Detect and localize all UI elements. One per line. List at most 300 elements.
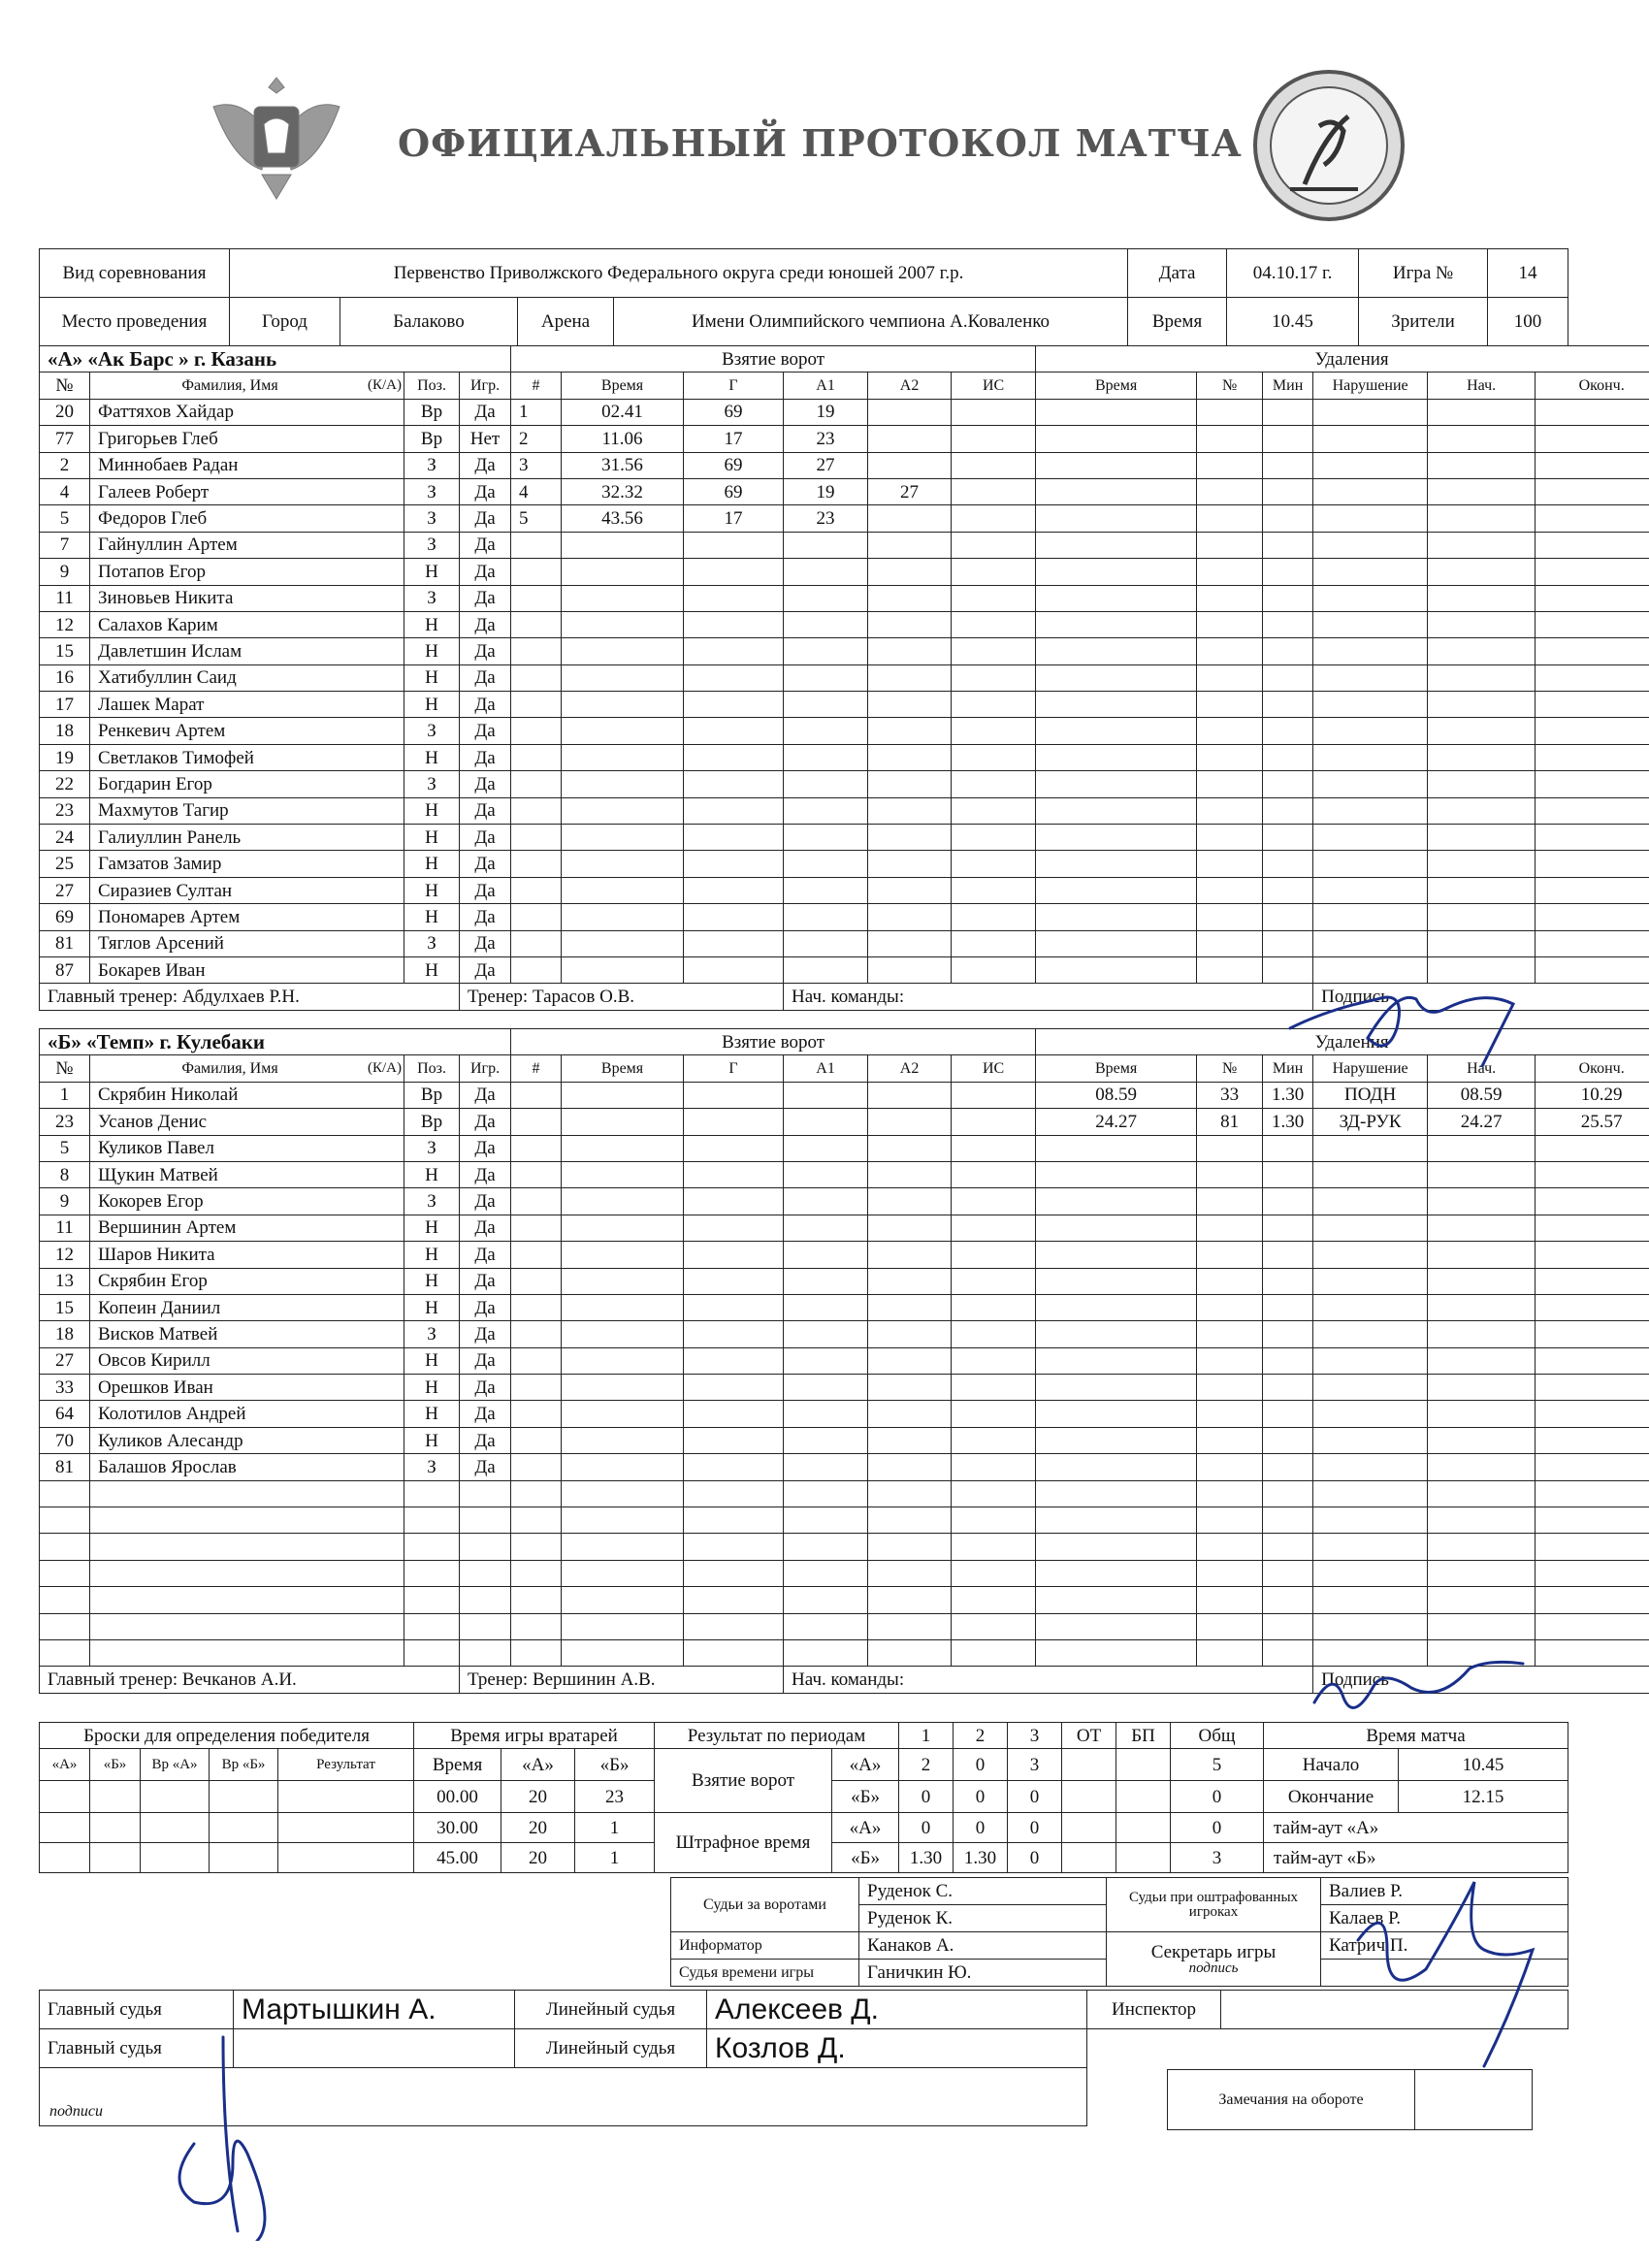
player-name: Висков Матвей (90, 1321, 404, 1347)
table-row (40, 1294, 1649, 1320)
player-name: Кокорев Егор (90, 1188, 404, 1215)
pim-a-p3: 0 (1008, 1813, 1062, 1843)
table-row (40, 825, 1649, 851)
player-name: Пономарев Артем (90, 904, 404, 930)
goal-number (511, 1109, 562, 1135)
number-header-label: № (55, 375, 74, 397)
player-number: 20 (40, 399, 90, 425)
player-number: 18 (40, 718, 90, 744)
player-number: 24 (40, 825, 90, 851)
penalty-time (1036, 1215, 1197, 1241)
penalty-number (1197, 825, 1263, 851)
goal-is (952, 1268, 1036, 1294)
player-name: Шаров Никита (90, 1242, 404, 1268)
penalty-number (1197, 1215, 1263, 1241)
goal-assist2 (868, 692, 952, 718)
penalty-violation (1313, 585, 1428, 611)
goal-assist2 (868, 452, 952, 478)
player-number: 12 (40, 1242, 90, 1268)
goal-assist2 (868, 797, 952, 824)
player-played (460, 1534, 511, 1560)
goal-time (562, 1161, 684, 1187)
table-row (40, 638, 1649, 664)
penalty-number (1197, 930, 1263, 956)
player-played: Да (460, 797, 511, 824)
player-name: Бокарев Иван (90, 956, 404, 983)
penalty-min: 1.30 (1263, 1109, 1313, 1135)
player-position (404, 1587, 460, 1613)
player-number: 87 (40, 956, 90, 983)
penalty-time (1036, 559, 1197, 585)
player-position: Н (404, 1268, 460, 1294)
goal-number (511, 611, 562, 637)
goal-is (952, 1161, 1036, 1187)
penalty-violation (1313, 1534, 1428, 1560)
penalty-min (1263, 797, 1313, 824)
player-number: 9 (40, 559, 90, 585)
player-position: З (404, 505, 460, 532)
goal-is (952, 1188, 1036, 1215)
goal-scorer: 69 (684, 452, 784, 478)
goal-is (952, 930, 1036, 956)
penalty-min (1263, 585, 1313, 611)
penalty-number (1197, 1135, 1263, 1161)
timeout-a-label: тайм-аут «А» (1264, 1813, 1568, 1843)
pos-header: Поз. (404, 1055, 460, 1082)
player-played: Да (460, 904, 511, 930)
player-played: Да (460, 1268, 511, 1294)
player-name (90, 1560, 404, 1586)
goal-number (511, 1639, 562, 1666)
goal-is (952, 559, 1036, 585)
penalty-time (1036, 1294, 1197, 1320)
goal-assist1 (784, 771, 868, 797)
table-row (40, 797, 1649, 824)
goal-number-header: # (511, 1055, 562, 1082)
penalty-time (1036, 877, 1197, 903)
goal-scorer (684, 1401, 784, 1427)
goal-number (511, 744, 562, 770)
penalty-start (1428, 771, 1536, 797)
goal-number (511, 797, 562, 824)
goal-is (952, 452, 1036, 478)
penalty-time (1036, 1427, 1197, 1453)
player-number: 1 (40, 1082, 90, 1108)
penalty-violation: ПОДН (1313, 1082, 1428, 1108)
table-row (40, 399, 1649, 425)
goal-assist1 (784, 1188, 868, 1215)
table-row (40, 478, 1649, 504)
goal-number (511, 692, 562, 718)
goal-time (562, 692, 684, 718)
player-position: З (404, 771, 460, 797)
name-header (90, 373, 404, 399)
penalty-violation (1313, 1347, 1428, 1374)
shootout-title: Броски для определения победителя (40, 1723, 414, 1749)
player-played: Да (460, 956, 511, 983)
penalty-number (1197, 1268, 1263, 1294)
penalty-start-header: Нач. (1428, 1055, 1536, 1082)
penalty-min (1263, 1427, 1313, 1453)
goal-assist2 (868, 532, 952, 558)
shootout-col-gkb: Вр «Б» (210, 1749, 278, 1781)
goal-assist1: 23 (784, 505, 868, 532)
pim-b-bp (1116, 1843, 1171, 1873)
goals-team-a: «А» (832, 1749, 899, 1781)
goal-scorer (684, 532, 784, 558)
arena-value: Имени Олимпийского чемпиона А.Коваленко (614, 298, 1128, 346)
team-b-table (39, 1028, 1649, 1694)
player-number: 23 (40, 1109, 90, 1135)
penalty-end: 25.57 (1536, 1109, 1649, 1135)
goal-time (562, 1560, 684, 1586)
goal-is (952, 664, 1036, 691)
goal-assist1 (784, 1082, 868, 1108)
player-position: Вр (404, 399, 460, 425)
goal-assist2 (868, 585, 952, 611)
player-played: Да (460, 1427, 511, 1453)
penalty-time (1036, 478, 1197, 504)
head-coach: Главный тренер: Абдулхаев Р.Н. (40, 984, 460, 1010)
player-name: Лашек Марат (90, 692, 404, 718)
penalty-number (1197, 505, 1263, 532)
penalty-start (1428, 1347, 1536, 1374)
penalty-min (1263, 532, 1313, 558)
player-played: Да (460, 1347, 511, 1374)
penalty-judge-name: Валиев Р. (1321, 1878, 1568, 1905)
violation-header: Нарушение (1313, 1055, 1428, 1082)
goal-time (562, 744, 684, 770)
goals-section-title: Взятие ворот (511, 346, 1036, 373)
table-row (40, 1454, 1649, 1480)
goals-a-total: 5 (1171, 1749, 1264, 1781)
penalty-time (1036, 1639, 1197, 1666)
goal-number: 4 (511, 478, 562, 504)
goal-number (511, 1161, 562, 1187)
penalty-number (1197, 1375, 1263, 1401)
player-position (404, 1507, 460, 1534)
document-title: ОФИЦИАЛЬНЫЙ ПРОТОКОЛ МАТЧА (398, 121, 1243, 165)
penalty-end (1536, 877, 1649, 903)
goal-scorer-header: Г (684, 1055, 784, 1082)
goalie-time-title: Время игры вратарей (414, 1723, 655, 1749)
goal-assist1 (784, 1109, 868, 1135)
goal-scorer (684, 956, 784, 983)
player-played: Нет (460, 426, 511, 452)
penalty-violation (1313, 1507, 1428, 1534)
player-name: Орешков Иван (90, 1375, 404, 1401)
penalty-time (1036, 718, 1197, 744)
player-played: Да (460, 478, 511, 504)
played-header: Игр. (460, 1055, 511, 1082)
penalty-time (1036, 1321, 1197, 1347)
goal-assist2 (868, 1242, 952, 1268)
player-position: З (404, 1188, 460, 1215)
table-row (40, 1534, 1649, 1560)
goal-scorer (684, 1560, 784, 1586)
is-header: ИС (952, 1055, 1036, 1082)
eagle-emblem-icon (204, 68, 349, 209)
penalty-start (1428, 1507, 1536, 1534)
pim-a-bp (1116, 1813, 1171, 1843)
penalty-min (1263, 1534, 1313, 1560)
city-label: Город (230, 298, 340, 346)
player-position (404, 1534, 460, 1560)
goal-assist2 (868, 1401, 952, 1427)
table-row (40, 1161, 1649, 1187)
goal-is (952, 1427, 1036, 1453)
goal-assist2 (868, 664, 952, 691)
goal-assist2 (868, 718, 952, 744)
goal-assist1 (784, 1268, 868, 1294)
penalty-number (1197, 664, 1263, 691)
goal-assist1 (784, 930, 868, 956)
goal-assist2 (868, 1347, 952, 1374)
signature-secretary-icon (1348, 1863, 1542, 2076)
secretary-cell (1107, 1932, 1321, 1987)
goal-assist1: 19 (784, 399, 868, 425)
goal-time (562, 1268, 684, 1294)
table-row (40, 1507, 1649, 1534)
goal-assist2 (868, 1188, 952, 1215)
goals-a-p1: 2 (899, 1749, 954, 1781)
goal-number (511, 1242, 562, 1268)
penalty-number-header: № (1197, 1055, 1263, 1082)
player-position: Н (404, 1242, 460, 1268)
penalty-time (1036, 1268, 1197, 1294)
penalty-start: 24.27 (1428, 1109, 1536, 1135)
penalty-end (1536, 611, 1649, 637)
penalty-end (1536, 1135, 1649, 1161)
player-played: Да (460, 638, 511, 664)
penalty-number (1197, 797, 1263, 824)
goal-time (562, 877, 684, 903)
penalty-end (1536, 1375, 1649, 1401)
goal-time (562, 1507, 684, 1534)
player-name: Салахов Карим (90, 611, 404, 637)
player-name: Миннобаев Радан (90, 452, 404, 478)
linesman-name: Алексеев Д. (707, 1991, 1087, 2029)
goal-assist2 (868, 1082, 952, 1108)
player-position: Н (404, 1347, 460, 1374)
player-number: 16 (40, 664, 90, 691)
penalty-end (1536, 1507, 1649, 1534)
goal-time (562, 1401, 684, 1427)
linesman-label: Линейный судья (515, 2029, 707, 2068)
player-position: З (404, 1454, 460, 1480)
penalty-start (1428, 1135, 1536, 1161)
penalty-min (1263, 559, 1313, 585)
player-name: Тяглов Арсений (90, 930, 404, 956)
time-label: Время (1128, 298, 1227, 346)
goal-scorer (684, 1347, 784, 1374)
penalty-min (1263, 1347, 1313, 1374)
table-row (40, 851, 1649, 877)
goal-scorer (684, 1427, 784, 1453)
goal-time (562, 851, 684, 877)
goal-time (562, 1242, 684, 1268)
goal-assist1 (784, 825, 868, 851)
penalty-min (1263, 825, 1313, 851)
goal-is (952, 1242, 1036, 1268)
penalty-end (1536, 505, 1649, 532)
penalty-end (1536, 1427, 1649, 1453)
penalty-time (1036, 1347, 1197, 1374)
penalty-violation (1313, 851, 1428, 877)
player-number: 27 (40, 1347, 90, 1374)
goals-row-label: Взятие ворот (655, 1749, 832, 1813)
goal-is (952, 1294, 1036, 1320)
assist1-header: А1 (784, 373, 868, 399)
penalty-min (1263, 1401, 1313, 1427)
penalty-violation (1313, 1587, 1428, 1613)
penalty-start (1428, 1161, 1536, 1187)
goal-scorer: 69 (684, 478, 784, 504)
goal-scorer (684, 1294, 784, 1320)
shootout-col-b: «Б» (90, 1749, 141, 1781)
informer-label: Информатор (671, 1932, 859, 1960)
penalty-start (1428, 1294, 1536, 1320)
penalty-violation (1313, 825, 1428, 851)
pim-b-p1: 1.30 (899, 1843, 954, 1873)
penalty-end (1536, 1480, 1649, 1507)
goal-number (511, 930, 562, 956)
penalty-min (1263, 611, 1313, 637)
table-row (40, 771, 1649, 797)
goal-number (511, 1454, 562, 1480)
goal-scorer (684, 771, 784, 797)
shootout-col-a: «А» (40, 1749, 90, 1781)
referee-name: Мартышкин А. (234, 1991, 515, 2029)
goal-number (511, 1427, 562, 1453)
penalty-end (1536, 532, 1649, 558)
player-played: Да (460, 452, 511, 478)
player-number: 27 (40, 877, 90, 903)
goal-assist2 (868, 426, 952, 452)
goal-assist2 (868, 1534, 952, 1560)
goal-time: 02.41 (562, 399, 684, 425)
goal-assist2 (868, 1268, 952, 1294)
penalty-time (1036, 956, 1197, 983)
penalty-violation (1313, 1454, 1428, 1480)
player-played: Да (460, 1109, 511, 1135)
player-name: Скрябин Егор (90, 1268, 404, 1294)
penalty-time (1036, 1534, 1197, 1560)
remarks-label: Замечания на обороте (1168, 2070, 1415, 2130)
penalty-min (1263, 904, 1313, 930)
period-col-ot: ОТ (1062, 1723, 1116, 1749)
player-played: Да (460, 1188, 511, 1215)
penalties-section-title: Удаления (1036, 346, 1649, 373)
goalie-row-time: 45.00 (414, 1843, 501, 1873)
penalty-start (1428, 1480, 1536, 1507)
timekeeper-label: Судья времени игры (671, 1960, 859, 1987)
timeout-b-label: тайм-аут «Б» (1264, 1843, 1568, 1873)
goal-number (511, 1268, 562, 1294)
penalty-end (1536, 956, 1649, 983)
goal-assist2 (868, 744, 952, 770)
penalty-start (1428, 611, 1536, 637)
player-number: 19 (40, 744, 90, 770)
goal-scorer (684, 692, 784, 718)
goal-number (511, 1135, 562, 1161)
penalty-number (1197, 1454, 1263, 1480)
team-title: «А» «Ак Барс » г. Казань (40, 346, 511, 373)
player-position: Н (404, 904, 460, 930)
penalty-time (1036, 1507, 1197, 1534)
goal-number (511, 532, 562, 558)
goal-scorer (684, 1082, 784, 1108)
player-position: Н (404, 956, 460, 983)
penalty-start (1428, 1215, 1536, 1241)
ka-header-label: (К/А) (368, 376, 402, 393)
goal-scorer (684, 1268, 784, 1294)
assist1-header: А1 (784, 1055, 868, 1082)
penalty-number (1197, 904, 1263, 930)
table-row (40, 1242, 1649, 1268)
goal-is (952, 1534, 1036, 1560)
goals-section-title: Взятие ворот (511, 1029, 1036, 1055)
secretary-label: Секретарь игры (1150, 1941, 1277, 1962)
goal-number (511, 1480, 562, 1507)
penalty-number (1197, 638, 1263, 664)
player-position: З (404, 478, 460, 504)
penalty-number (1197, 1587, 1263, 1613)
penalty-start (1428, 1613, 1536, 1639)
penalty-number (1197, 744, 1263, 770)
goal-assist2 (868, 1587, 952, 1613)
goal-assist1 (784, 638, 868, 664)
goal-assist1 (784, 585, 868, 611)
goal-is (952, 825, 1036, 851)
penalty-end (1536, 1613, 1649, 1639)
player-position: З (404, 452, 460, 478)
goal-judges-label: Судьи за воротами (671, 1878, 859, 1932)
player-name: Щукин Матвей (90, 1161, 404, 1187)
goal-is (952, 1215, 1036, 1241)
arena-label: Арена (518, 298, 614, 346)
player-played (460, 1587, 511, 1613)
goal-time (562, 1534, 684, 1560)
goal-assist1 (784, 797, 868, 824)
penalty-end (1536, 1534, 1649, 1560)
table-row (40, 1401, 1649, 1427)
goal-is (952, 1347, 1036, 1374)
penalty-min (1263, 1268, 1313, 1294)
penalty-min (1263, 771, 1313, 797)
goal-scorer (684, 1135, 784, 1161)
penalty-number (1197, 692, 1263, 718)
player-name: Гамзатов Замир (90, 851, 404, 877)
player-number: 15 (40, 638, 90, 664)
goal-number (511, 825, 562, 851)
penalty-time (1036, 638, 1197, 664)
goal-assist1 (784, 1639, 868, 1666)
goal-scorer (684, 1507, 784, 1534)
player-number: 17 (40, 692, 90, 718)
table-row (40, 1347, 1649, 1374)
player-played (460, 1613, 511, 1639)
referee-label: Главный судья (40, 1991, 234, 2029)
penalty-number (1197, 956, 1263, 983)
is-header: ИС (952, 373, 1036, 399)
goalie-col-b: «Б» (575, 1749, 655, 1781)
goal-number (511, 904, 562, 930)
penalty-violation (1313, 1294, 1428, 1320)
penalty-end (1536, 904, 1649, 930)
penalty-end (1536, 1639, 1649, 1666)
goal-time (562, 585, 684, 611)
